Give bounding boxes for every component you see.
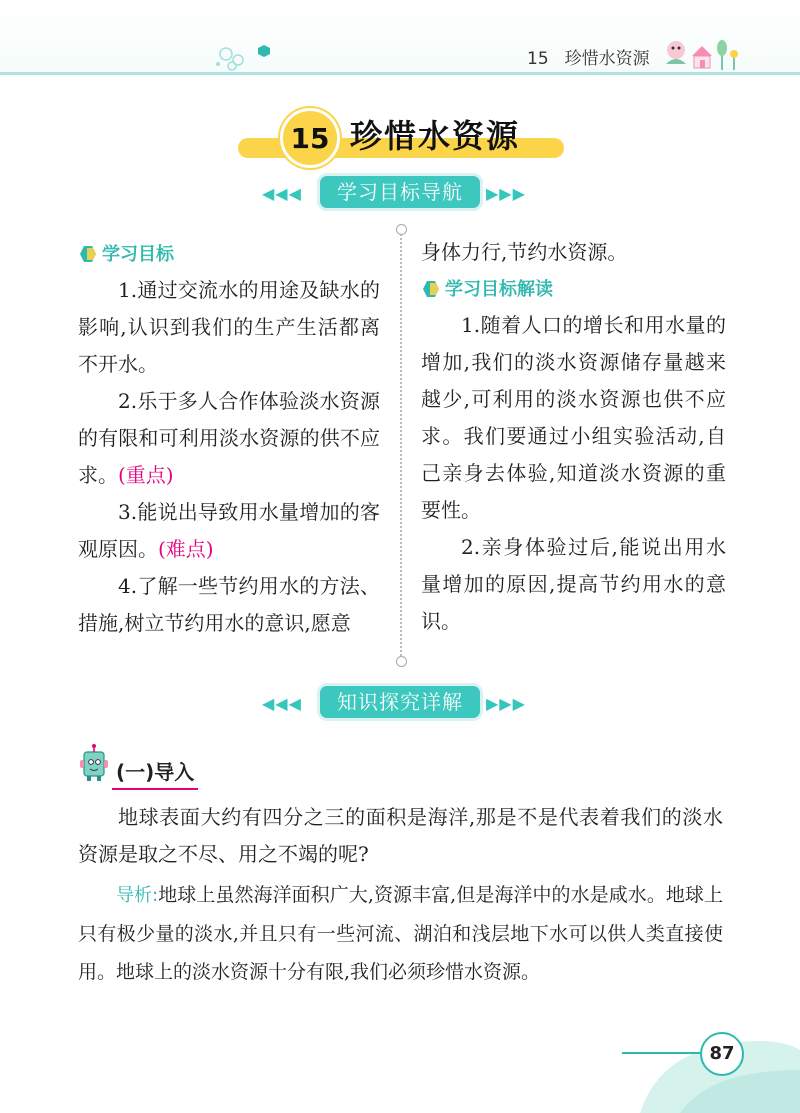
bubbles-decoration-icon: [196, 40, 286, 72]
reading-item-2: 2.亲身体验过后,能说出用水量增加的原因,提高节约用水的意识。: [421, 535, 726, 633]
analysis-paragraph: [78, 876, 723, 991]
goal-item-3-text: 3.能说出导致用水量增加的客观原因。: [78, 500, 380, 561]
banner-left-arrows-icon: ◀◀◀: [262, 184, 302, 203]
goal-item-2: [78, 383, 380, 494]
key-point-tag: (重点): [118, 463, 174, 487]
right-column: [421, 234, 726, 640]
analysis-label: 导析:: [116, 885, 159, 906]
goal-item-2-text: 2.乐于多人合作体验淡水资源的有限和可利用淡水资源的供不应求。: [78, 389, 380, 487]
section-intro-heading: (一)导入: [112, 756, 198, 790]
reading-heading: 学习目标解读: [445, 278, 553, 300]
difficult-point-tag: (难点): [158, 537, 214, 561]
goal-item-4: 4.了解一些节约用水的方法、措施,树立节约用水的意识,愿意: [78, 574, 380, 635]
goals-subheading: [78, 236, 380, 272]
robot-mascot-icon: [78, 744, 110, 782]
reading-item-1: 1.随着人口的增长和用水量的增加,我们的淡水资源储存量越来越少,可利用的淡水资源也供不应求。我们要通过小组实验活动,自己亲身去体验,知道淡水资源的重要性。: [421, 313, 726, 522]
banner-knowledge: [0, 686, 800, 726]
cartoon-house-icon: [664, 34, 754, 74]
banner-knowledge-label: 知识探究详解: [320, 686, 480, 718]
divider-bottom-cap: [396, 656, 407, 667]
divider-top-cap: [396, 224, 407, 235]
running-head: [527, 44, 650, 69]
intro-question-block: [78, 799, 723, 873]
banner-learning-goals: [0, 176, 800, 216]
goals-heading: 学习目标: [102, 243, 174, 265]
banner-learning-goals-label: 学习目标导航: [320, 176, 480, 208]
column-divider: [400, 230, 402, 660]
page-number: 87: [700, 1032, 744, 1076]
banner-right-arrows-icon: ▶▶▶: [486, 184, 526, 203]
running-head-number: 15: [527, 49, 549, 69]
left-column: [78, 236, 380, 642]
hexagon-bullet-icon: [78, 244, 98, 264]
footer-rule: [622, 1052, 700, 1054]
goal-item-1: 1.通过交流水的用途及缺水的影响,认识到我们的生产生活都离不开水。: [78, 278, 380, 376]
banner-right-arrows-icon: ▶▶▶: [486, 694, 526, 713]
banner-left-arrows-icon: ◀◀◀: [262, 694, 302, 713]
page-title: 珍惜水资源: [350, 117, 521, 155]
analysis-text: 地球上虽然海洋面积广大,资源丰富,但是海洋中的水是咸水。地球上只有极少量的淡水,并且只有一些河流、湖泊和浅层地下水可以供人类直接使用。地球上的淡水资源十分有限,我们必须珍惜水资源。: [78, 884, 723, 983]
intro-question: 地球表面大约有四分之三的面积是海洋,那是不是代表着我们的淡水资源是取之不尽、用之不竭的呢?: [78, 805, 723, 866]
reading-subheading: [421, 271, 726, 307]
footer-wave-decoration: [600, 1020, 800, 1113]
hexagon-bullet-icon: [421, 279, 441, 299]
goal-item-4-continued: 身体力行,节约水资源。: [421, 240, 628, 264]
running-head-title: 珍惜水资源: [564, 49, 650, 69]
analysis-block: [78, 876, 723, 991]
goal-item-3: [78, 494, 380, 568]
lesson-number-badge: 15: [280, 108, 340, 168]
